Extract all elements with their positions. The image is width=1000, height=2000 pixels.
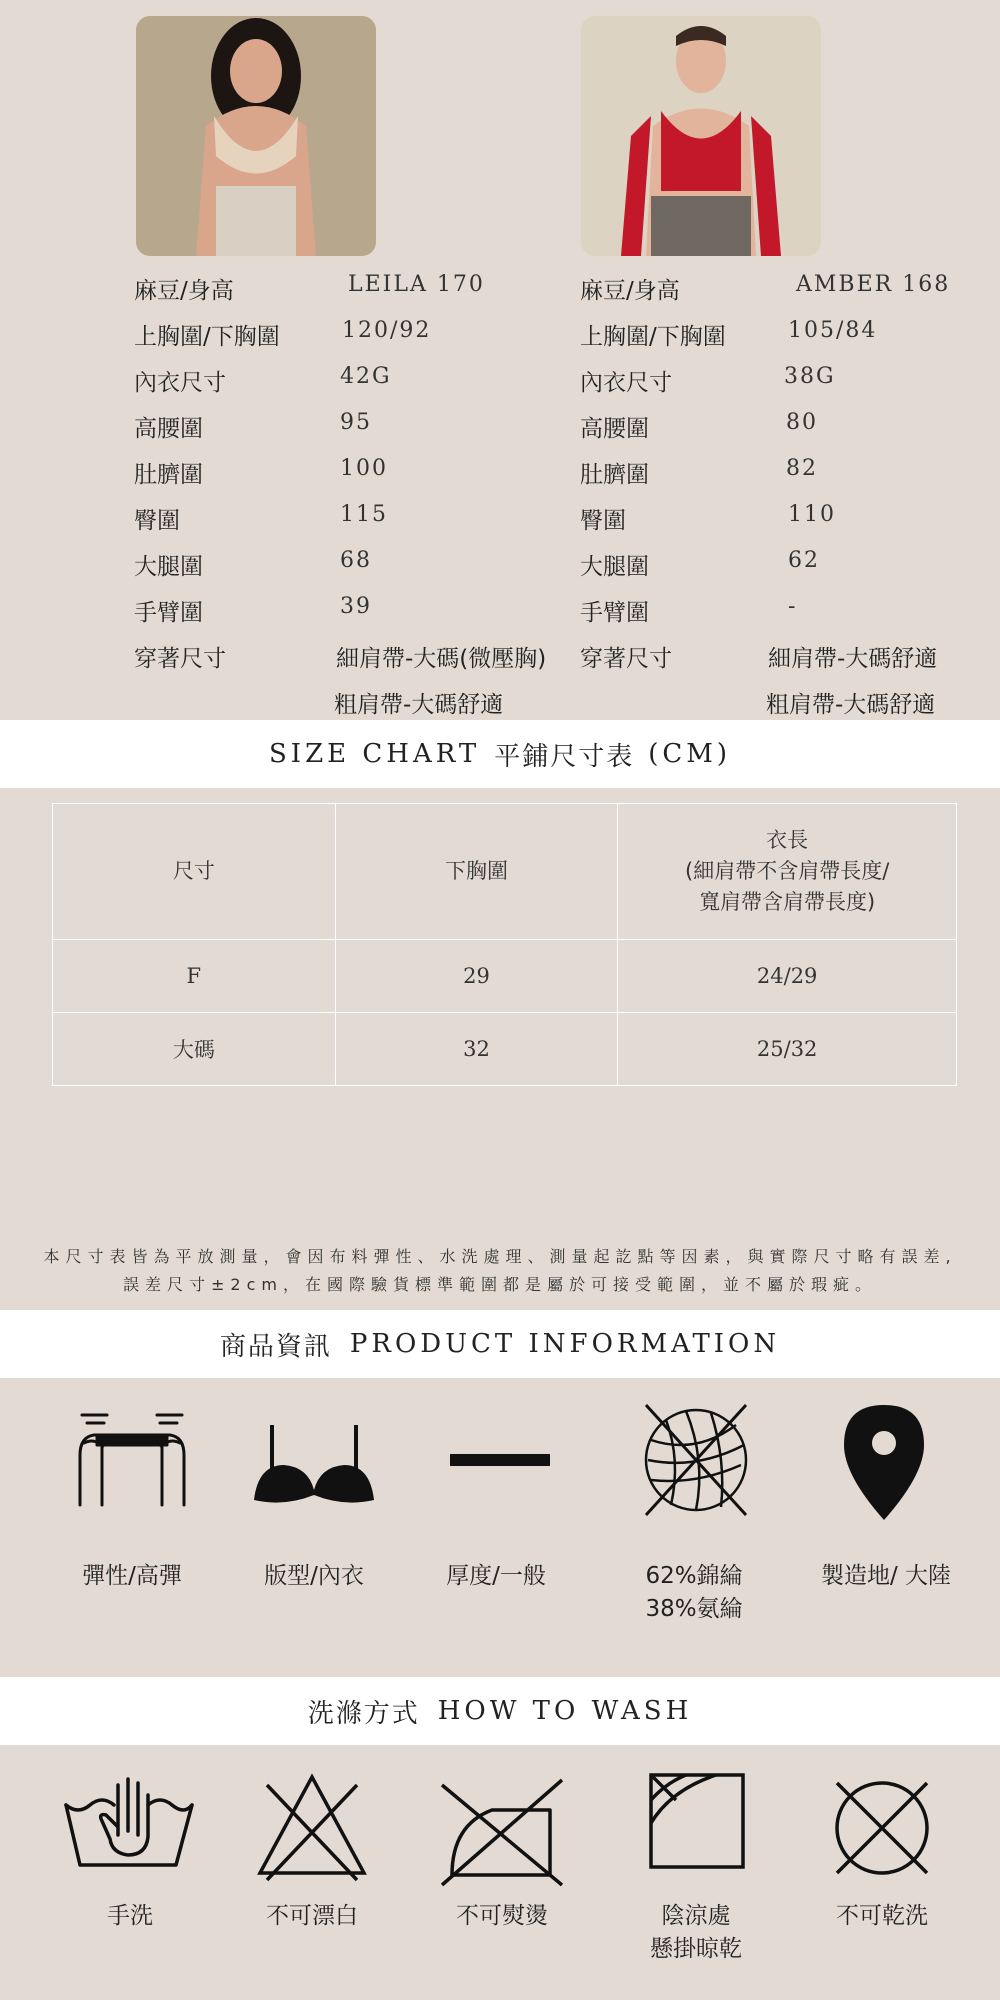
table-row: [53, 940, 957, 1013]
underbust-cell: 29: [335, 940, 618, 1013]
stat-label: 手臂圍: [580, 600, 649, 626]
stat-label: 大腿圍: [580, 554, 649, 580]
wash-title-zh: 洗滌方式: [307, 1698, 420, 1729]
stat-value: 38G: [784, 364, 836, 389]
wash-label-hand-wash: [35, 1900, 225, 1933]
product-info-title-zh: 商品資訊: [219, 1331, 332, 1362]
product-info-label-elasticity: [37, 1560, 227, 1593]
stat-label: 內衣尺寸: [134, 370, 226, 396]
stat-label: 麻豆/身高: [580, 278, 680, 304]
wash-label-no-dry-clean: [787, 1900, 977, 1933]
size-chart-note-line-2: 誤差尺寸±2cm，在國際驗貨標準範圍都是屬於可接受範圍，並不屬於瑕疵。: [123, 1275, 877, 1294]
wash-title-en: HOW TO WASH: [437, 1696, 693, 1726]
product-info-header: [0, 1310, 1000, 1378]
stat-value: 82: [786, 456, 818, 481]
fit-value: 細肩帶-大碼(微壓胸): [336, 646, 547, 672]
table-row: [53, 1013, 957, 1086]
info-line: 版型/內衣: [264, 1563, 364, 1589]
stat-value: LEILA 170: [348, 272, 485, 297]
stat-value: 120/92: [342, 318, 432, 343]
stat-value: 95: [340, 410, 372, 435]
stat-label: 大腿圍: [134, 554, 203, 580]
wash-label-no-bleach: [217, 1900, 407, 1933]
thickness-line-icon: [430, 1395, 570, 1525]
bra-icon: [244, 1395, 384, 1525]
wash-line: 陰涼處: [661, 1903, 731, 1929]
stat-value: AMBER 168: [796, 272, 951, 297]
fit-value: 粗肩帶-大碼舒適: [766, 692, 936, 718]
wash-line: 不可熨燙: [456, 1903, 548, 1929]
header-length-note-2: 寬肩帶含肩帶長度): [699, 890, 876, 914]
stat-label: 高腰圍: [580, 416, 649, 442]
size-chart-note-line-1: 本尺寸表皆為平放測量，會因布料彈性、水洗處理、測量起訖點等因素，與實際尺寸略有誤差,: [43, 1247, 957, 1266]
size-chart-header: [0, 720, 1000, 788]
no-dry-clean-icon: [812, 1765, 952, 1895]
underbust-cell: 32: [335, 1013, 618, 1086]
shade-hang-dry-icon: [626, 1765, 766, 1895]
wash-line: 不可漂白: [266, 1903, 358, 1929]
stat-label: 上胸圍/下胸圍: [134, 324, 280, 350]
info-line: 製造地/ 大陸: [820, 1563, 952, 1589]
size-chart-title-zh: 平鋪尺寸表: [494, 741, 635, 772]
size-chart-title-unit: (CM): [648, 739, 732, 769]
stat-label: 肚臍圍: [580, 462, 649, 488]
product-info-label-thickness: [401, 1560, 591, 1593]
model-photo-amber: [581, 16, 821, 256]
length-cell: 24/29: [618, 940, 957, 1013]
stat-label: 臀圍: [580, 508, 626, 534]
stat-value: 110: [788, 502, 836, 527]
stat-label: 穿著尺寸: [134, 646, 226, 672]
wash-line: 懸掛晾乾: [650, 1936, 742, 1962]
wash-line: 手洗: [107, 1903, 153, 1929]
yarn-ball-icon: [626, 1395, 766, 1525]
fit-value: 粗肩帶-大碼舒適: [334, 692, 504, 718]
model-photo-amber-illustration: [581, 16, 821, 256]
header-cell-length: [618, 804, 957, 940]
product-info-label-material: [599, 1560, 789, 1626]
fit-value: 細肩帶-大碼舒適: [768, 646, 938, 672]
size-cell: 大碼: [53, 1013, 336, 1086]
stat-value: 68: [340, 548, 372, 573]
product-info-title-en: PRODUCT INFORMATION: [349, 1329, 781, 1359]
stat-value: -: [788, 594, 798, 619]
product-info-label-origin: [791, 1560, 981, 1593]
header-cell-size: 尺寸: [53, 804, 336, 940]
info-line: 厚度/一般: [446, 1563, 546, 1589]
location-pin-icon: [814, 1395, 954, 1525]
stat-value: 115: [340, 502, 388, 527]
size-chart-header-row: [53, 804, 957, 940]
stat-value: 39: [340, 594, 372, 619]
model-photo-leila-illustration: [136, 16, 376, 256]
header-length-title: 衣長: [766, 828, 809, 852]
wash-label-shade-dry: [601, 1900, 791, 1966]
info-line: 彈性/高彈: [82, 1563, 182, 1589]
length-cell: 25/32: [618, 1013, 957, 1086]
stat-label: 高腰圍: [134, 416, 203, 442]
no-bleach-icon: [242, 1765, 382, 1895]
stat-label: 內衣尺寸: [580, 370, 672, 396]
model-photo-leila: [136, 16, 376, 256]
size-cell: F: [53, 940, 336, 1013]
wash-label-no-iron: [407, 1900, 597, 1933]
stat-value: 105/84: [788, 318, 878, 343]
stat-value: 100: [340, 456, 388, 481]
product-info-label-fit: [219, 1560, 409, 1593]
header-length-note-1: (細肩帶不含肩帶長度/: [685, 859, 890, 883]
stat-label: 上胸圍/下胸圍: [580, 324, 726, 350]
stat-value: 62: [788, 548, 820, 573]
hand-wash-icon: [58, 1765, 198, 1895]
wash-line: 不可乾洗: [836, 1903, 928, 1929]
info-line: 38%氨綸: [645, 1596, 743, 1622]
size-chart-title-en: SIZE CHART: [268, 739, 481, 769]
stat-label: 手臂圍: [134, 600, 203, 626]
info-line: 62%錦綸: [645, 1563, 743, 1589]
stat-label: 肚臍圍: [134, 462, 203, 488]
stat-label: 臀圍: [134, 508, 180, 534]
header-cell-underbust: 下胸圍: [335, 804, 618, 940]
size-chart-table: [52, 803, 957, 1086]
wash-header: [0, 1677, 1000, 1745]
stretch-hands-icon: [62, 1395, 202, 1525]
stat-label: 穿著尺寸: [580, 646, 672, 672]
stat-label: 麻豆/身高: [134, 278, 234, 304]
no-iron-icon: [432, 1765, 572, 1895]
stat-value: 42G: [340, 364, 392, 389]
stat-value: 80: [786, 410, 818, 435]
size-chart-note: [20, 1243, 980, 1299]
